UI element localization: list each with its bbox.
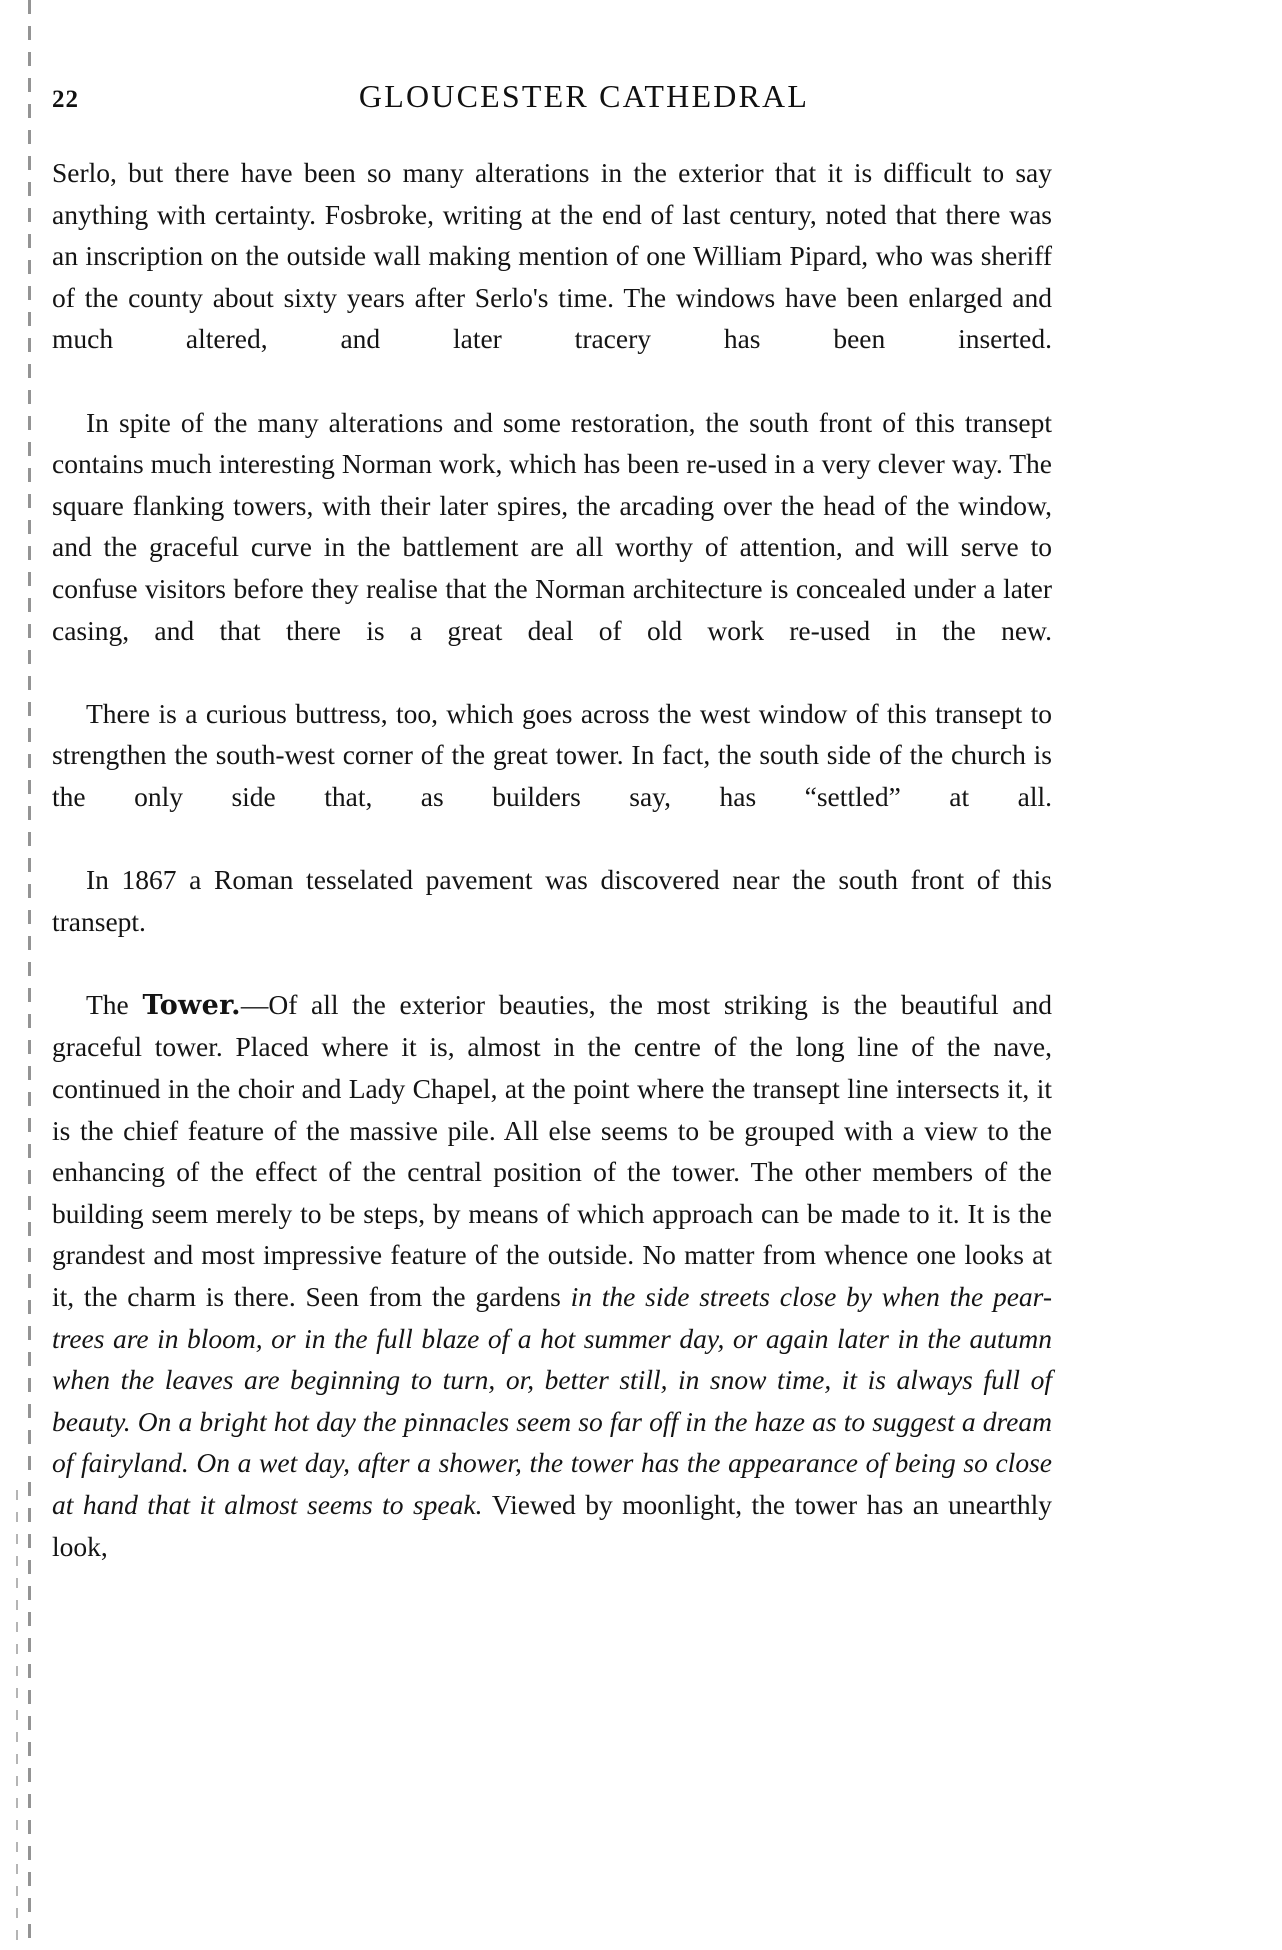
page-body — [52, 152, 1052, 1609]
page-header — [52, 78, 1232, 128]
tower-dash: — — [240, 988, 269, 1020]
running-head: GLOUCESTER CATHEDRAL — [358, 78, 810, 114]
tower-lead-prefix: The — [86, 988, 143, 1020]
tower-heading-inline: Tower. — [142, 989, 241, 1021]
tower-text-italic: in the side streets close by when the pear-trees are in bloom, or in the full blaze of a hot summer day, or again later in the autumn when the leaves are beginning to turn, or, better still, in snow time, it is always full of beauty. On a bright hot day the pinnacles seem so far off in the haze as to suggest a dream of fairyland. On a wet day, after a shower, the tower has the appearance of being so close at hand that it almost seems to speak. — [52, 1281, 1052, 1520]
paragraph-tower — [52, 984, 1052, 1609]
page-number: 22 — [52, 86, 79, 113]
tower-text-roman: Of all the exterior beauties, the most striking is the beautiful and graceful tower. Placed where it is, almost in the centre of the long line of the nave, continued in the choir and Lady Chapel, at the point where the transept line intersects it, it is the chief feature of the massive pile. All else seems to be grouped with a view to the enhancing of the effect of the central position of the tower. The other members of the building seem merely to be steps, by means of which approach can be made to it. It is the grandest and most impressive feature of the outside. No matter from whence one looks at it, the charm is there. Seen from the gardens — [52, 988, 1052, 1313]
paragraph: Serlo, but there have been so many alterations in the exterior that it is difficult to say anything with certainty. Fosbroke, writing at the end of last century, noted that there was an inscription on the outside wall making mention of one William Pipard, who was sheriff of the county about sixty years after Serlo's time. The windows have been enlarged and much altered, and later tracery has been inserted. — [52, 157, 1052, 355]
paragraph: In 1867 a Roman tesselated pavement was discovered near the south front of this transept. — [52, 864, 1052, 937]
tower-text-roman-tail: Viewed by moonlight, the tower has an unearthly look, — [52, 1489, 1052, 1562]
paragraph: In spite of the many alterations and some restoration, the south front of this transept contains much interesting Norman work, which has been re-used in a very clever way. The square flanking towers, with their later spires, the arcading over the head of the window, and the graceful curve in the battlement are all worthy of attention, and will serve to confuse visitors before they realise that the Norman architecture is concealed under a later casing, and that there is a great deal of old work re-used in the new. — [52, 406, 1052, 646]
paragraph: There is a curious buttress, too, which goes across the west window of this transept to strengthen the south-west corner of the great tower. In fact, the south side of the church is the only side that, as builders say, has “settled” at all. — [52, 697, 1052, 812]
